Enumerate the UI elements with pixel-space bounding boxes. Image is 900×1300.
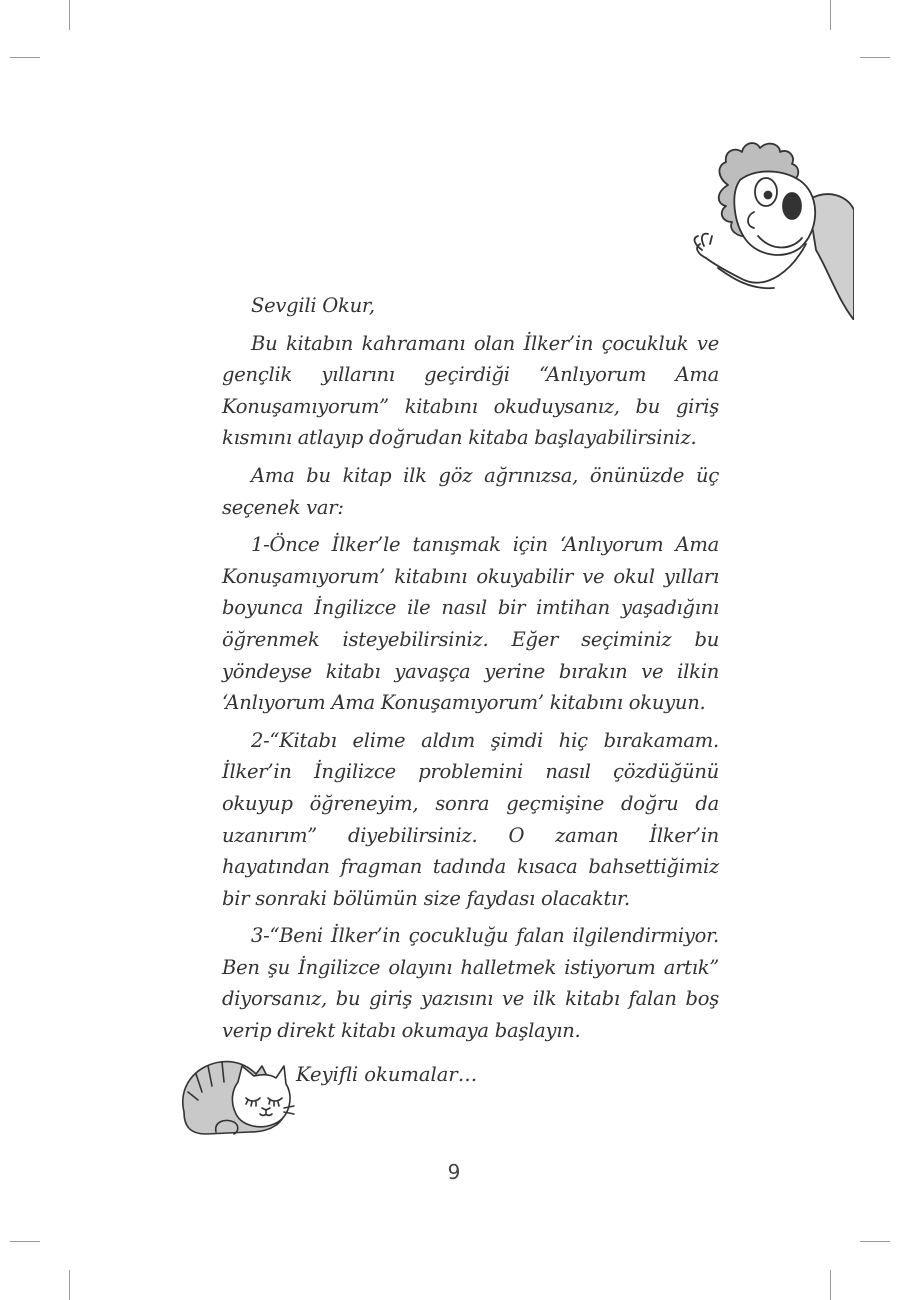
letter-paragraph: Ama bu kitap ilk göz ağrınızsa, önünüzde üç seçenek var: bbox=[222, 463, 719, 519]
sleeping-cat-icon bbox=[176, 1052, 296, 1138]
page-number: 9 bbox=[447, 1160, 461, 1184]
crop-mark-left-bottom bbox=[10, 1241, 40, 1242]
letter-closing: Keyifli okumalar… bbox=[296, 1063, 478, 1086]
crop-mark-top-right bbox=[830, 0, 831, 30]
crop-mark-bottom-left bbox=[69, 1270, 70, 1300]
letter-paragraph: Bu kitabın kahramanı olan İlker’in çocukluk ve gençlik yıllarını geçirdiği “Anlıyorum Ama Konuşamıyorum” kitabını okuduysanız, bu giriş kısmını atlayıp doğrudan kitaba başlayabilirsiniz. bbox=[222, 331, 719, 450]
letter-body bbox=[222, 290, 719, 1053]
letter-paragraph: 3-“Beni İlker’in çocukluğu falan ilgilendirmiyor. Ben şu İngilizce olayını halletmek istiyorum artık” diyorsanız, bu giriş yazısını ve ilk kitabı falan boş verip direkt kitabı okumaya başlayın. bbox=[222, 924, 719, 1043]
letter-paragraph: 2-“Kitabı elime aldım şimdi hiç bırakamam. İlker’in İngilizce problemini nasıl çözdüğünü okuyup öğreneyim, sonra geçmişine doğru da uzanırım” diyebilirsiniz. O zaman İlker’in hayatından fragman tadında kısaca bahsettiğimiz bir sonraki bölümün size faydası olacaktır. bbox=[222, 728, 719, 910]
crop-mark-bottom-right bbox=[830, 1270, 831, 1300]
crop-mark-right-bottom bbox=[860, 1241, 890, 1242]
crop-mark-left-top bbox=[10, 57, 40, 58]
crop-mark-top-left bbox=[69, 0, 70, 30]
letter-salutation: Sevgili Okur, bbox=[251, 294, 375, 317]
crop-mark-right-top bbox=[860, 57, 890, 58]
letter-paragraph: 1-Önce İlker’le tanışmak için ‘Anlıyorum Ama Konuşamıyorum’ kitabını okuyabilir ve okul yılları boyunca İngilizce ile nasıl bir imtihan yaşadığını öğrenmek isteyebilirsiniz. Eğer seçiminiz bu yöndeyse kitabı yavaşça yerine bırakın ve ilkin ‘Anlıyorum Ama Konuşamıyorum’ kitabını okuyun. bbox=[222, 533, 719, 715]
